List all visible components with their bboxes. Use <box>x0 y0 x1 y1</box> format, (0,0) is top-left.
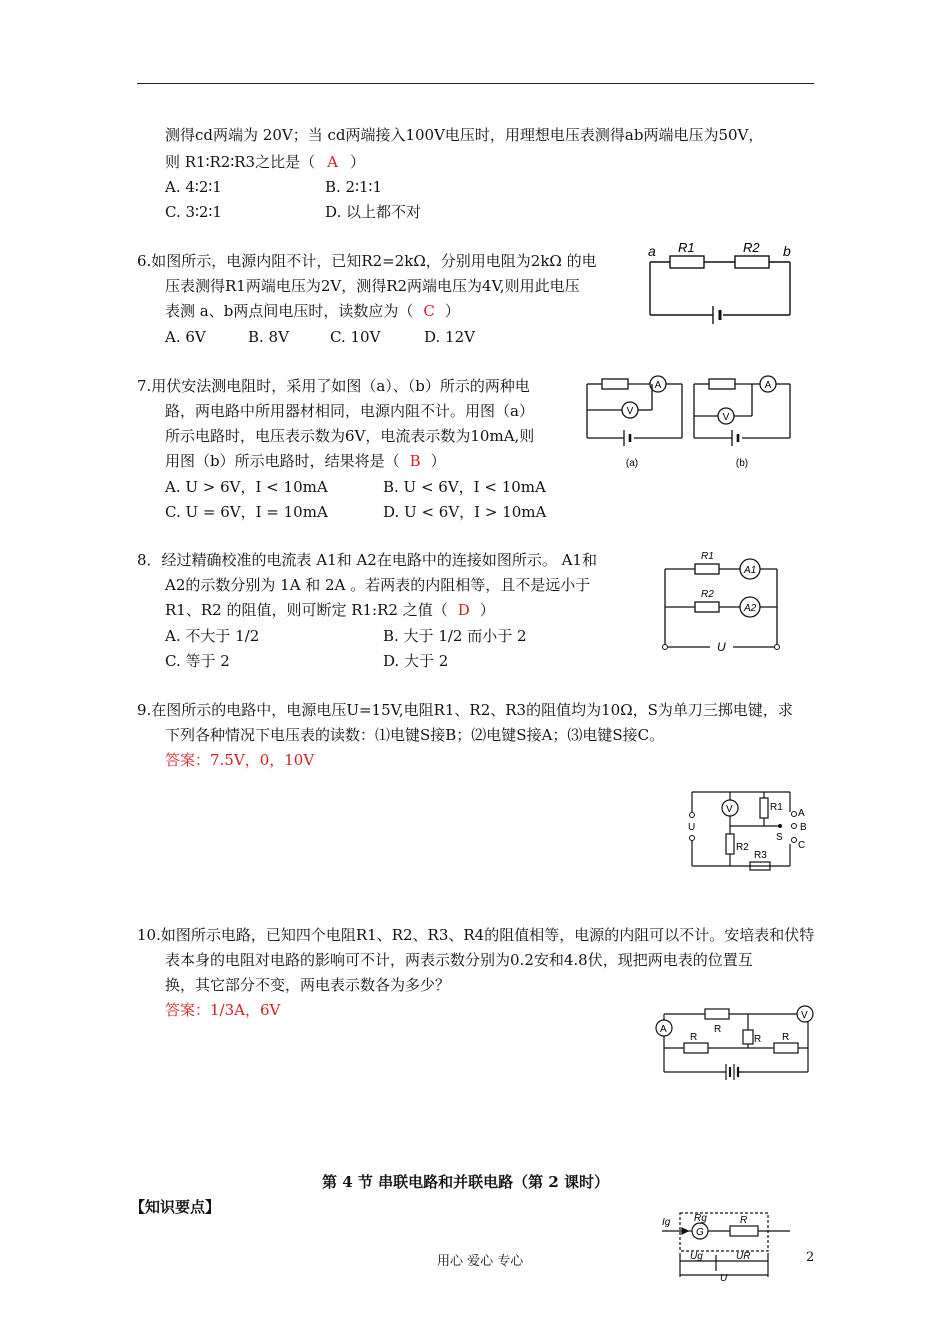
q7a-voltmeter-label: V <box>626 406 634 417</box>
q10-label-r-mid: R <box>754 1034 762 1045</box>
q10-label-r-top: R <box>714 1024 722 1035</box>
q6-option-c: C. 10V <box>330 328 381 346</box>
q8-answer: D <box>457 601 470 619</box>
q8-option-a: A. 不大于 1/2 <box>165 627 260 645</box>
section-label-rg: Rg <box>694 1213 707 1224</box>
q9-label-r2: R2 <box>736 842 749 853</box>
q7-option-d: D. U < 6V，I > 10mA <box>383 503 547 521</box>
q8-line2: A2的示数分别为 1A 和 2A 。若两表的内阻相等，且不是远小于 <box>165 576 591 594</box>
q7-option-a: A. U > 6V，I < 10mA <box>165 478 328 496</box>
q6-line1: 6.如图所示，电源内阻不计，已知R2=2kΩ，分别用电阻为2kΩ 的电 <box>137 252 597 270</box>
q5-answer: A <box>327 153 338 171</box>
q10-label-a: A <box>660 1024 667 1035</box>
q7-option-c: C. U = 6V，I = 10mA <box>165 503 328 521</box>
q7-label-b: (b) <box>735 458 749 469</box>
q5-option-b: B. 2∶1∶1 <box>325 178 382 196</box>
section-label-g: G <box>696 1227 704 1238</box>
q6-option-d: D. 12V <box>424 328 475 346</box>
q8-label-r1: R1 <box>701 551 714 562</box>
q5-line1: 测得cd两端为 20V；当 cd两端接入100V电压时，用理想电压表测得ab两端电压为50V， <box>165 126 764 144</box>
q10-label-v: V <box>801 1010 808 1021</box>
q7-line4: 用图（b）所示电路时，结果将是（ B ） <box>165 452 446 470</box>
q9-answer: 答案：7.5V，0，10V <box>165 751 315 769</box>
knowledge-points-heading: 【知识要点】 <box>130 1198 221 1216</box>
q8-label-u: U <box>717 640 726 654</box>
q9-circuit-figure <box>680 782 820 874</box>
q6-label-a: a <box>648 243 656 259</box>
q8-option-c: C. 等于 2 <box>165 652 230 670</box>
q10-line3: 换，其它部分不变，两电表示数各为多少？ <box>165 976 451 994</box>
q7-line1: 7.用伏安法测电阻时，采用了如图（a）、（b）所示的两种电 <box>137 377 530 395</box>
q10-line1: 10.如图所示电路，已知四个电阻R1、R2、R3、R4的阻值相等，电源的内阻可以不计。安培表和伏特 <box>137 926 815 944</box>
q6-option-b: B. 8V <box>248 328 289 346</box>
q7-line3: 所示电路时，电压表示数为6V，电流表示数为10mA,则 <box>165 427 535 445</box>
q8-line3: R1、R2 的阻值，则可断定 R1:R2 之值（ D ） <box>165 601 495 619</box>
footer-text: 用心 爱心 专心 <box>437 1254 524 1269</box>
section-label-ur: UR <box>736 1251 751 1262</box>
q8-line1: 8．经过精确校准的电流表 A1和 A2在电路中的连接如图所示。 A1和 <box>137 551 597 569</box>
q9-label-r1: R1 <box>770 802 783 813</box>
q6-answer: C <box>423 302 435 320</box>
page-number: 2 <box>806 1250 815 1265</box>
q10-label-r-left: R <box>690 1032 698 1043</box>
q6-label-r1: R1 <box>678 240 695 255</box>
q6-line2: 压表测得R1两端电压为2V，测得R2两端电压为4V,则用此电压 <box>165 277 580 295</box>
q9-label-u: U <box>688 822 696 833</box>
q7-circuit-figure <box>582 372 797 472</box>
q9-line1: 9.在图所示的电路中，电源电压U=15V,电阻R1、R2、R3的阻值均为10Ω，S为单刀三掷电键，求 <box>137 701 793 719</box>
q6-line3: 表测 a、b两点间电压时，读数应为（ C ） <box>165 302 460 320</box>
section-title: 第 4 节 串联电路和并联电路（第 2 课时） <box>322 1173 609 1191</box>
header-rule <box>137 83 814 84</box>
q10-circuit-figure <box>650 1000 815 1080</box>
q8-label-a2: A2 <box>744 603 757 614</box>
q7b-ammeter-label: A <box>764 380 772 391</box>
section-label-u: U <box>720 1273 728 1283</box>
q7a-ammeter-label: A <box>654 380 662 391</box>
q6-circuit-figure <box>640 240 800 330</box>
section-label-r: R <box>740 1215 748 1226</box>
section-label-ug: Ug <box>690 1251 703 1262</box>
q5-option-a: A. 4∶2∶1 <box>165 178 222 196</box>
q5-option-d: D. 以上都不对 <box>325 203 422 221</box>
q7-answer: B <box>409 452 421 470</box>
q7-label-a: (a) <box>625 458 639 469</box>
q7b-voltmeter-label: V <box>722 412 730 423</box>
q7-option-b: B. U < 6V，I < 10mA <box>383 478 546 496</box>
section-circuit-figure <box>660 1205 800 1283</box>
q9-label-b: B <box>800 822 807 833</box>
q10-answer: 答案：1/3A，6V <box>165 1001 281 1019</box>
q9-label-r3: R3 <box>754 850 767 861</box>
q9-label-s: S <box>776 832 783 843</box>
q6-option-a: A. 6V <box>165 328 206 346</box>
q9-label-v: V <box>726 804 733 815</box>
q8-option-b: B. 大于 1/2 而小于 2 <box>383 627 527 645</box>
q8-label-r2: R2 <box>701 589 714 600</box>
q7-line2: 路，两电路中所用器材相同，电源内阻不计。用图（a） <box>165 402 534 420</box>
q10-line2: 表本身的电阻对电路的影响可不计，两表示数分别为0.2安和4.8伏，现把两电表的位置互 <box>165 951 753 969</box>
q5-line2: 则 R1∶R2∶R3之比是（ A ） <box>165 153 365 171</box>
q10-label-r-right: R <box>782 1032 790 1043</box>
section-label-ig: Ig <box>662 1217 671 1228</box>
q9-label-a: A <box>798 808 805 819</box>
q8-circuit-figure <box>655 545 790 655</box>
q8-option-d: D. 大于 2 <box>383 652 449 670</box>
q5-option-c: C. 3∶2∶1 <box>165 203 222 221</box>
q9-label-c: C <box>798 840 806 851</box>
q6-label-b: b <box>783 243 791 259</box>
q9-line2: 下列各种情况下电压表的读数：⑴电键S接B；⑵电键S接A；⑶电键S接C。 <box>165 726 665 744</box>
q8-label-a1: A1 <box>744 565 757 576</box>
q6-label-r2: R2 <box>743 240 760 255</box>
